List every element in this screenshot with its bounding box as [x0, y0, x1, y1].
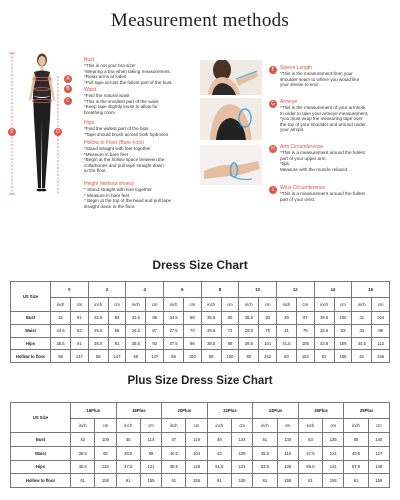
table-cell: 45.5: [253, 446, 277, 460]
table-cell: 35.5: [201, 312, 221, 325]
table-cell: 36.5: [239, 312, 259, 325]
definition-line: *tips: [280, 161, 289, 167]
table-cell: 49.5: [344, 446, 368, 460]
definition-line: *Keep tape slightly loose to allow for: [84, 104, 158, 110]
table-cell: 79: [297, 324, 315, 337]
definition-line: * Stand straight with feet together: [84, 187, 152, 193]
table-cell: 34: [352, 324, 372, 337]
table-cell: 58: [163, 350, 183, 363]
row-label: Waist: [11, 324, 51, 337]
table-cell: 98: [140, 446, 161, 460]
table-row: [11, 474, 390, 488]
table-cell: 60: [239, 350, 259, 363]
table-cell: 61: [253, 474, 277, 488]
table-cell: 32.5: [314, 324, 334, 337]
page-title: Measurement methods: [110, 10, 290, 31]
table-cell: 150: [221, 350, 239, 363]
table-cell: 35.5: [88, 337, 108, 350]
table-cell: 58: [88, 350, 108, 363]
table-cell: 49.5: [162, 460, 186, 474]
size-column-header: 24Plus: [253, 403, 299, 419]
plus-size-table: [10, 402, 390, 488]
definition-head: Bust: [84, 57, 95, 63]
table-cell: 90: [221, 312, 239, 325]
definition-line: *This is the measurement of your armhole.: [280, 105, 367, 111]
definition-line: In order to take your armeye measurement,: [280, 110, 369, 116]
table-cell: 70: [184, 324, 202, 337]
unit-header-row: [11, 298, 390, 312]
table-cell: 47.5: [298, 446, 322, 460]
table-cell: 93: [146, 337, 164, 350]
wrist-circumference-photo: [200, 145, 262, 185]
definition-sleeve-length: [280, 66, 359, 88]
table-cell: 104: [372, 312, 390, 325]
table-cell: 53.5: [253, 460, 277, 474]
table-cell: 155: [334, 350, 352, 363]
table-cell: 45.5: [71, 460, 95, 474]
size-column-header: 14: [314, 282, 352, 298]
plus-size-chart-title: Plus Size Dress Size Chart: [127, 375, 273, 387]
definition-hollow-to-floor: [84, 141, 164, 173]
definition-line: Measure with the muscle relaxed.: [280, 166, 349, 172]
table-cell: 39.5: [239, 337, 259, 350]
unit-header: cm: [184, 298, 202, 312]
size-column-header: 28Plus: [344, 403, 390, 419]
table-cell: 109: [232, 446, 253, 460]
table-cell: 91: [71, 337, 89, 350]
table-cell: 51.5: [207, 460, 231, 474]
marker-a: A: [64, 75, 72, 83]
table-cell: 140: [368, 433, 389, 447]
table-cell: 83: [334, 324, 352, 337]
table-cell: 61: [352, 350, 372, 363]
definition-line: *Tape should brush across both hipbones: [84, 131, 169, 137]
table-cell: 135: [323, 433, 344, 447]
table-cell: 98: [221, 337, 239, 350]
table-cell: 147: [146, 350, 164, 363]
unit-header: cm: [259, 298, 277, 312]
definition-line: shoulder seam to where you would like: [280, 76, 360, 82]
definition-line: *This is the smallest part of the waist: [84, 98, 159, 104]
table-cell: 155: [372, 350, 390, 363]
table-cell: 61: [344, 474, 368, 488]
definition-line: *Find the natural waist: [84, 93, 130, 99]
table-cell: 155: [232, 474, 253, 488]
table-cell: 36.5: [126, 337, 146, 350]
table-cell: 34.5: [163, 312, 183, 325]
definition-line: straight down to the floor.: [84, 203, 136, 209]
table-cell: 101: [259, 337, 277, 350]
size-column-header: 10: [239, 282, 277, 298]
unit-header: cm: [146, 298, 164, 312]
table-cell: 119: [186, 433, 207, 447]
unit-header: cm: [277, 419, 298, 433]
table-cell: 29.5: [239, 324, 259, 337]
size-column-header: 2: [88, 282, 126, 298]
table-cell: 45: [116, 433, 140, 447]
marker-c: C: [64, 97, 72, 105]
table-cell: 41.5: [276, 337, 296, 350]
table-cell: 155: [95, 474, 116, 488]
table-cell: 121: [140, 460, 161, 474]
unit-header: inch: [71, 419, 95, 433]
dress-size-chart-title: Dress Size Chart: [152, 258, 248, 272]
table-cell: 53: [298, 433, 322, 447]
row-label: Hips: [11, 460, 71, 474]
definition-line: * Measure in bare feet: [84, 192, 130, 198]
definition-line: part of your upper arm.: [280, 155, 327, 161]
unit-header: inch: [163, 298, 183, 312]
unit-header: inch: [298, 419, 322, 433]
definition-head: Wrist Circumference: [280, 185, 326, 191]
unit-header: inch: [239, 298, 259, 312]
definition-line: *This is a measurement around the fullest: [280, 150, 365, 156]
table-cell: 38: [276, 312, 296, 325]
table-cell: 43: [71, 433, 95, 447]
size-corner-label: US Size: [11, 282, 51, 312]
unit-header: cm: [186, 419, 207, 433]
table-cell: 35.5: [51, 337, 71, 350]
unit-header: inch: [344, 419, 368, 433]
table-cell: 130: [277, 433, 298, 447]
table-row: [11, 337, 390, 350]
model-figure: [6, 48, 76, 198]
table-row: [11, 324, 390, 337]
table-cell: 51: [253, 433, 277, 447]
table-cell: 26.5: [126, 324, 146, 337]
table-cell: 31: [276, 324, 296, 337]
table-cell: 88: [184, 312, 202, 325]
table-cell: 141: [323, 460, 344, 474]
row-label: Waist: [11, 446, 71, 460]
unit-header: cm: [232, 419, 253, 433]
unit-header: inch: [314, 298, 334, 312]
table-row: [11, 446, 390, 460]
definition-wrist-circumference: [280, 186, 365, 202]
size-header-row: [11, 403, 390, 419]
definition-line: *This is the measurement from your: [280, 71, 353, 77]
definition-head: Armeye: [280, 99, 298, 105]
table-cell: 58: [51, 350, 71, 363]
size-column-header: 4: [126, 282, 164, 298]
table-cell: 55.5: [298, 460, 322, 474]
unit-header: cm: [140, 419, 161, 433]
sleeve-length-photo: [200, 60, 262, 95]
row-label: Bust: [11, 312, 51, 325]
marker-e: E: [8, 128, 16, 136]
unit-header: inch: [352, 298, 372, 312]
size-column-header: 6: [163, 282, 201, 298]
table-cell: 93: [259, 312, 277, 325]
table-cell: 100: [334, 312, 352, 325]
table-cell: 112: [372, 337, 390, 350]
table-cell: 86: [372, 324, 390, 337]
table-cell: 24.5: [51, 324, 71, 337]
definition-line: *you must wrap the measuring tape over: [280, 116, 363, 122]
unit-header: inch: [51, 298, 71, 312]
definition-head: Waist: [84, 87, 97, 93]
definition-waist: [84, 88, 159, 115]
definition-height: [84, 182, 171, 209]
size-column-header: 22Plus: [207, 403, 253, 419]
unit-header: cm: [323, 419, 344, 433]
table-cell: 49: [207, 433, 231, 447]
definition-head: Height (without shoes): [84, 181, 134, 187]
table-cell: 96: [184, 337, 202, 350]
table-cell: 41: [352, 312, 372, 325]
table-cell: 150: [184, 350, 202, 363]
marker-f: F: [269, 66, 277, 74]
unit-header: inch: [162, 419, 186, 433]
table-cell: 32.5: [88, 312, 108, 325]
table-cell: 36.5: [71, 446, 95, 460]
definition-line: *Measure in bare feet: [84, 151, 128, 157]
definition-line: *Pull tape across the fullest part of the bust.: [84, 79, 173, 85]
table-cell: 75: [259, 324, 277, 337]
size-column-header: 18Plus: [116, 403, 162, 419]
table-cell: 97: [297, 312, 315, 325]
definition-head: Hips: [84, 120, 95, 126]
definition-line: *This is a measurement around the fullest: [280, 191, 365, 197]
definition-hips: [84, 121, 168, 137]
table-cell: 33.5: [126, 312, 146, 325]
definition-line: *Begin at the hollow space between the: [84, 157, 165, 163]
size-column-header: 16Plus: [71, 403, 117, 419]
definition-head: Arm Circumference: [280, 144, 324, 150]
table-cell: 126: [186, 460, 207, 474]
table-cell: 40.5: [162, 446, 186, 460]
table-cell: 136: [277, 460, 298, 474]
definition-line: to the floor.: [84, 168, 107, 174]
unit-header: cm: [297, 298, 315, 312]
definition-line: breathing room: [84, 109, 115, 115]
table-cell: 38.5: [116, 446, 140, 460]
definition-line: *This is not your bra size!: [84, 63, 136, 69]
table-row: [11, 312, 390, 325]
row-label: Hollow to floor: [11, 474, 71, 488]
definition-armeye: [280, 100, 368, 132]
table-cell: 127: [368, 446, 389, 460]
table-cell: 61: [314, 350, 334, 363]
table-cell: 155: [140, 474, 161, 488]
table-cell: 146: [368, 460, 389, 474]
dress-size-table: [10, 281, 390, 363]
marker-g: G: [269, 100, 277, 108]
table-cell: 152: [259, 350, 277, 363]
table-cell: 61: [116, 474, 140, 488]
table-cell: 28.5: [201, 324, 221, 337]
table-cell: 83: [108, 312, 126, 325]
definition-line: your sleeve to end.: [280, 82, 319, 88]
table-cell: 57.5: [344, 460, 368, 474]
size-column-header: 0: [51, 282, 89, 298]
definition-arm-circumference: [280, 145, 365, 172]
table-cell: 61: [207, 474, 231, 488]
unit-header: inch: [207, 419, 231, 433]
row-label: Hollow to floor: [11, 350, 51, 363]
table-cell: 44.5: [352, 337, 372, 350]
unit-header: cm: [368, 419, 389, 433]
armeye-photo: [200, 98, 262, 140]
table-row: [11, 460, 390, 474]
definition-line: * Begin at the top of the head and pull tape: [84, 198, 172, 204]
table-cell: 47: [162, 433, 186, 447]
table-cell: 60: [276, 350, 296, 363]
table-cell: 152: [297, 350, 315, 363]
table-cell: 55: [344, 433, 368, 447]
marker-d: D: [54, 128, 62, 136]
unit-header: cm: [71, 298, 89, 312]
table-cell: 32: [51, 312, 71, 325]
size-column-header: 16: [352, 282, 390, 298]
table-cell: 109: [95, 433, 116, 447]
definition-line: *Stand straight with feet together: [84, 146, 151, 152]
definition-head: Hollow to Floor (Bare Foot): [84, 140, 145, 146]
table-cell: 25.5: [88, 324, 108, 337]
table-cell: 67: [146, 324, 164, 337]
table-cell: 61: [298, 474, 322, 488]
row-label: Bust: [11, 433, 71, 447]
marker-h: H: [269, 145, 277, 153]
size-column-header: 12: [276, 282, 314, 298]
marker-b: B: [64, 85, 72, 93]
table-cell: 116: [95, 460, 116, 474]
definition-line: your armpit.: [280, 127, 305, 133]
table-cell: 105: [297, 337, 315, 350]
table-row: [11, 350, 390, 363]
size-corner-label: US Size: [11, 403, 71, 433]
unit-header: cm: [372, 298, 390, 312]
table-row: [11, 433, 390, 447]
table-cell: 92: [95, 446, 116, 460]
unit-header: inch: [253, 419, 277, 433]
definition-line: *Relax arms at sides: [84, 74, 127, 80]
size-column-header: 20Plus: [162, 403, 208, 419]
unit-header: cm: [334, 298, 352, 312]
table-cell: 115: [277, 446, 298, 460]
unit-header: cm: [95, 419, 116, 433]
table-cell: 147: [108, 350, 126, 363]
table-cell: 155: [323, 474, 344, 488]
table-cell: 155: [277, 474, 298, 488]
table-cell: 37.5: [163, 337, 183, 350]
table-cell: 63: [71, 324, 89, 337]
table-cell: 58: [126, 350, 146, 363]
table-cell: 147: [71, 350, 89, 363]
marker-i: I: [269, 186, 277, 194]
definition-line: *Wearing a bra when taking measurement,: [84, 68, 171, 74]
table-cell: 91: [108, 337, 126, 350]
size-column-header: 26Plus: [298, 403, 344, 419]
table-cell: 61: [162, 474, 186, 488]
table-cell: 61: [71, 474, 95, 488]
definition-line: *Find the widest part of the hips: [84, 126, 149, 132]
table-cell: 43: [207, 446, 231, 460]
table-cell: 131: [232, 460, 253, 474]
definition-line: part of your wrist.: [280, 196, 316, 202]
row-label: Hips: [11, 337, 51, 350]
model-illustration: [6, 48, 76, 198]
table-cell: 39.5: [314, 312, 334, 325]
definition-bust: [84, 58, 173, 85]
definition-line: collarbones and pull tape straight down: [84, 162, 164, 168]
table-cell: 104: [186, 446, 207, 460]
table-cell: 114: [140, 433, 161, 447]
table-cell: 81: [71, 312, 89, 325]
table-cell: 124: [232, 433, 253, 447]
table-cell: 59: [201, 350, 221, 363]
definition-head: Sleeve Length: [280, 65, 312, 71]
table-cell: 65: [108, 324, 126, 337]
size-header-row: [11, 282, 390, 298]
table-cell: 155: [368, 474, 389, 488]
unit-header: inch: [126, 298, 146, 312]
table-cell: 47.5: [116, 460, 140, 474]
table-cell: 27.5: [163, 324, 183, 337]
table-cell: 121: [323, 446, 344, 460]
definition-line: the top of your shoulder and around under: [280, 121, 366, 127]
table-cell: 72: [221, 324, 239, 337]
size-column-header: 8: [201, 282, 239, 298]
unit-header: inch: [116, 419, 140, 433]
table-cell: 109: [334, 337, 352, 350]
unit-header: cm: [221, 298, 239, 312]
table-cell: 85: [146, 312, 164, 325]
unit-header: inch: [88, 298, 108, 312]
table-cell: 38.5: [201, 337, 221, 350]
table-cell: 155: [186, 474, 207, 488]
unit-header: inch: [201, 298, 221, 312]
unit-header: inch: [276, 298, 296, 312]
unit-header: cm: [108, 298, 126, 312]
table-cell: 42.5: [314, 337, 334, 350]
